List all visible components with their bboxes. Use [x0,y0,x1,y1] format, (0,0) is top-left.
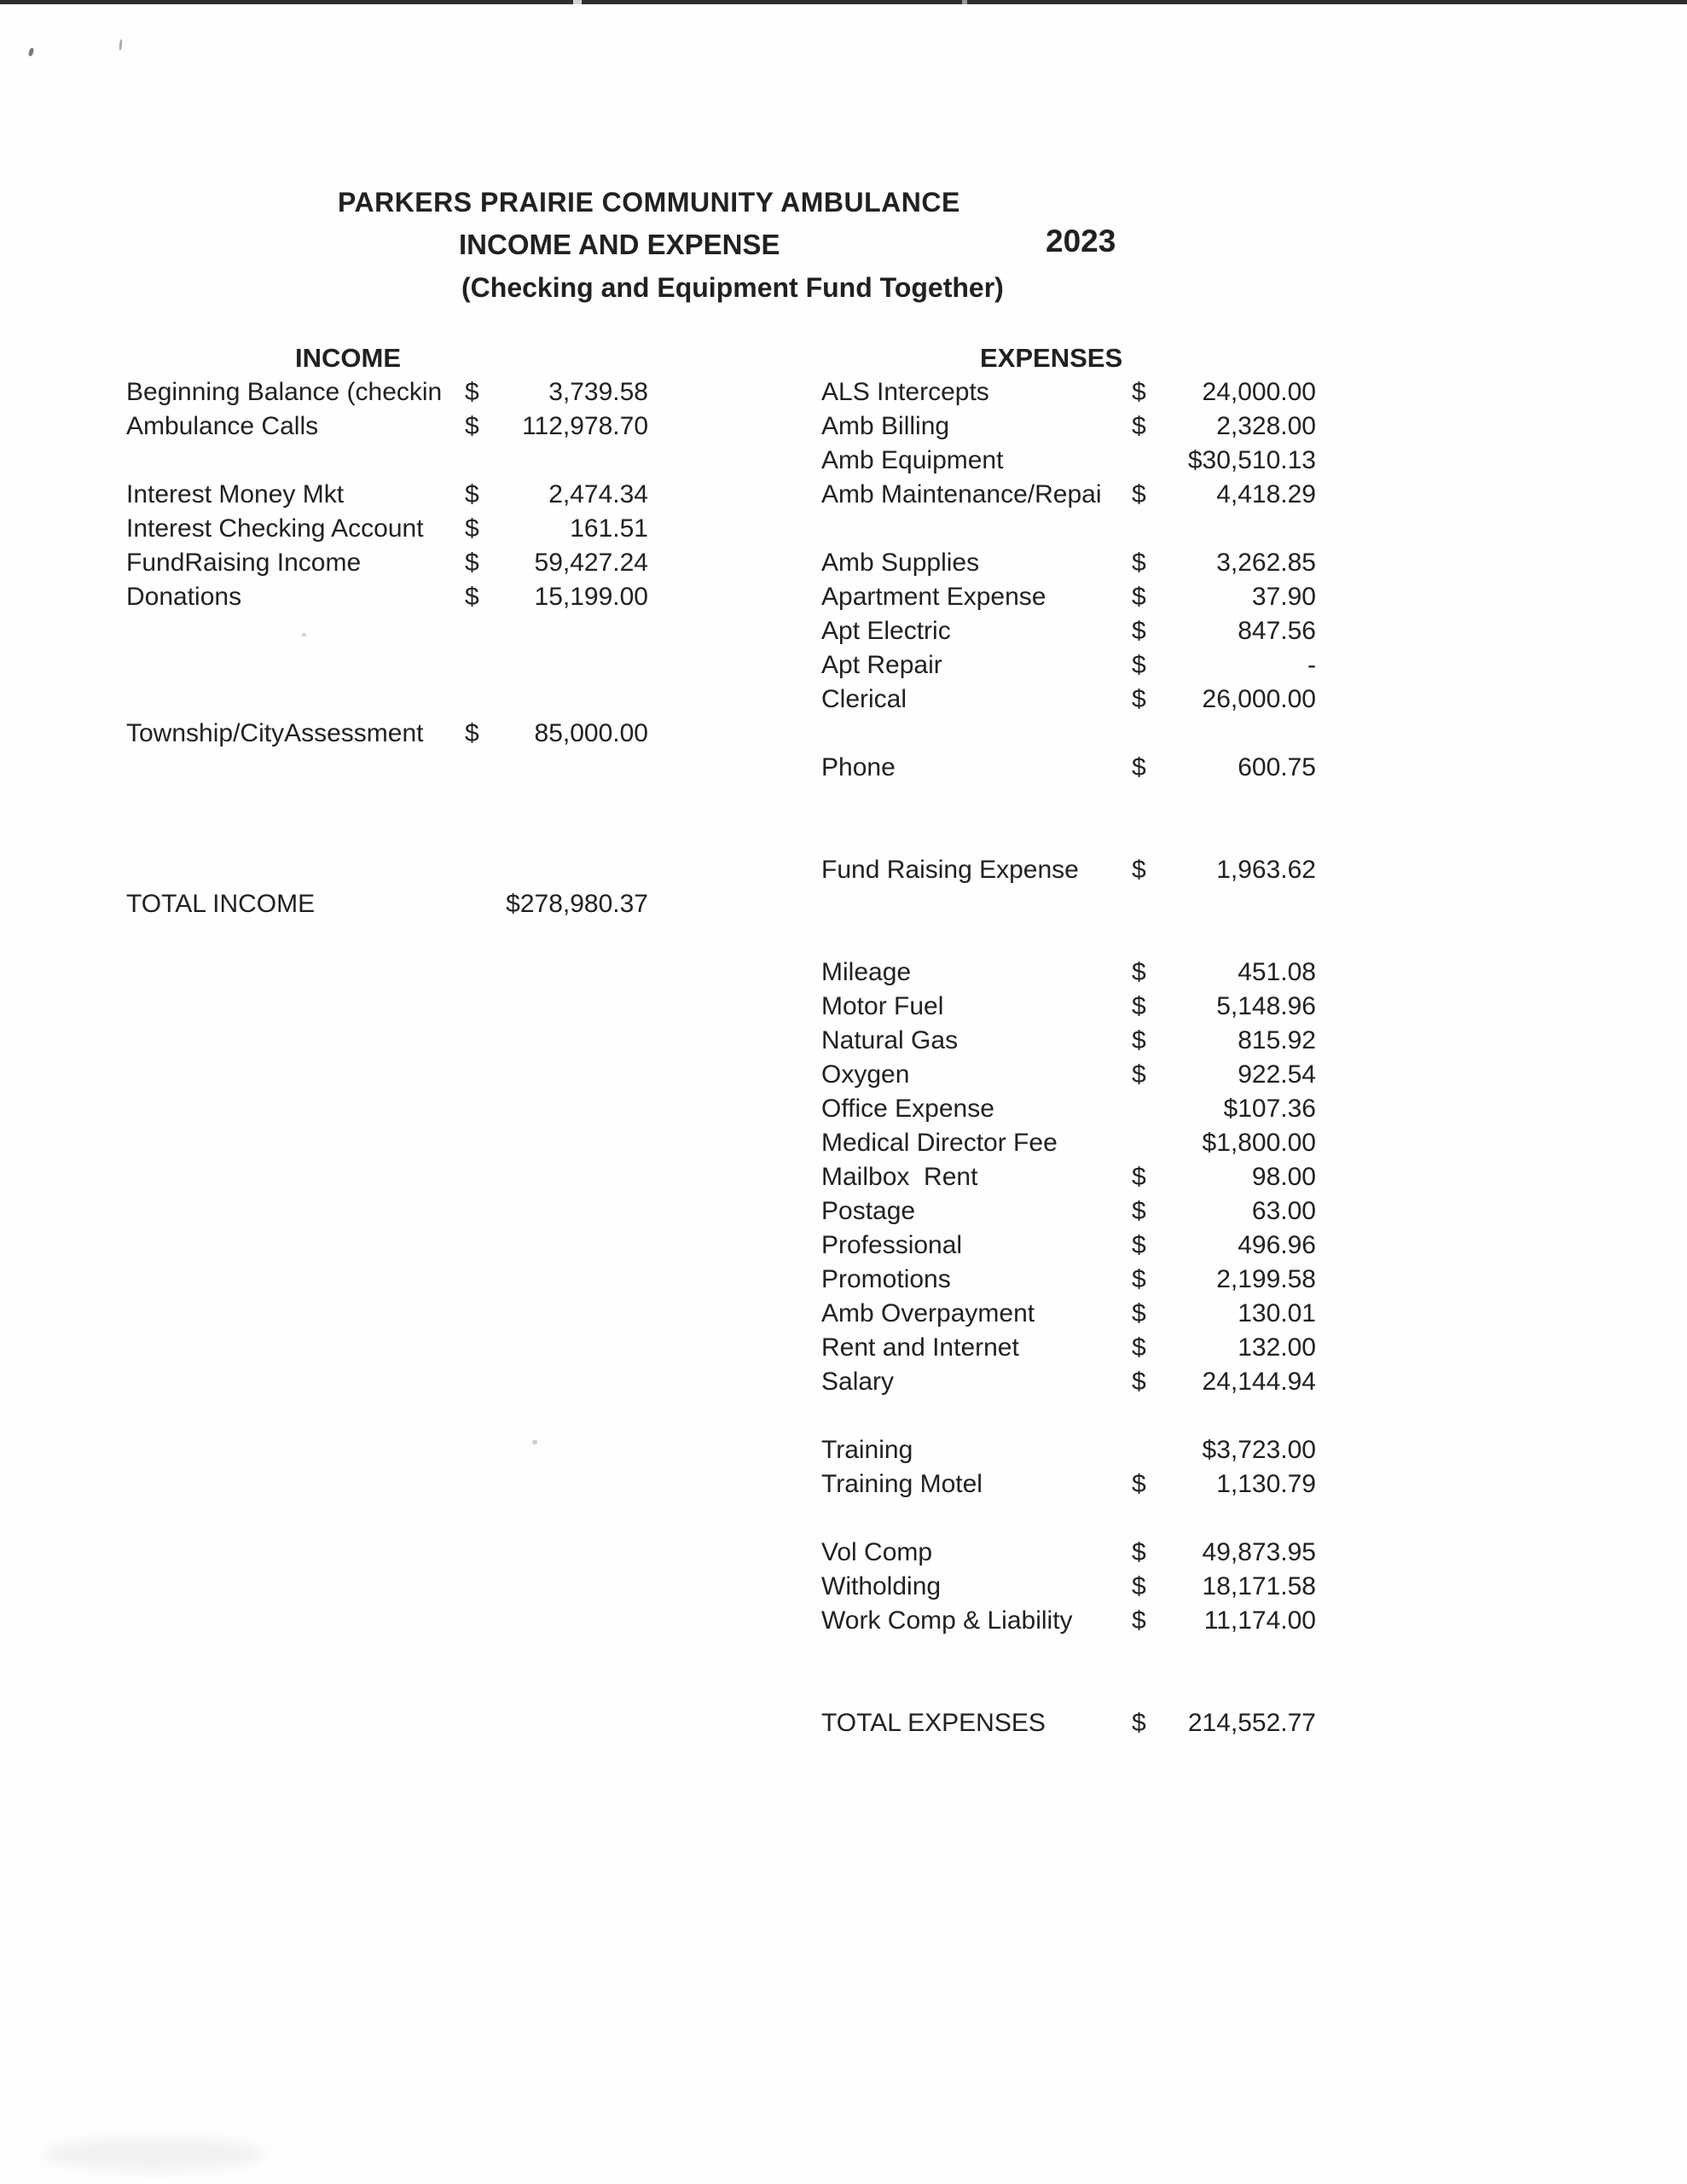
line-item-label [821,512,1130,546]
line-item-amount: 98.00 [1251,1163,1316,1191]
currency-symbol [463,853,501,887]
table-row-blank [821,819,1318,853]
line-item-amount: 1,130.79 [1216,1470,1316,1498]
currency-symbol [1130,1399,1168,1433]
line-item-amount: 49,873.95 [1202,1538,1316,1566]
line-item-label: Fund Raising Expense [821,856,1079,884]
line-item-label: Amb Equipment [821,446,1004,474]
line-item-amount [501,682,650,717]
currency-symbol [1130,785,1168,819]
currency-symbol: $ [1132,583,1146,611]
currency-symbol: $ [1132,617,1146,645]
line-item-label: Township/CityAssessment [126,719,424,747]
line-item-amount [1168,512,1318,546]
line-item-label: Mileage [821,958,912,986]
line-item-label: Ambulance Calls [126,412,319,440]
table-row [821,648,1318,682]
currency-symbol [1130,1433,1168,1467]
currency-symbol [1130,1502,1168,1536]
line-item-label: Promotions [821,1265,951,1293]
line-item-label [126,614,463,648]
line-item-amount: 5,148.96 [1216,992,1316,1020]
table-row [126,717,650,751]
line-item-label: TOTAL EXPENSES [821,1709,1046,1737]
currency-symbol: $ [465,719,479,747]
table-row [821,1228,1318,1263]
currency-symbol [463,751,501,785]
line-item-label: Amb Billing [821,412,950,440]
line-item-label [821,1502,1130,1536]
table-row [821,1706,1318,1740]
scan-artifact-top-line [0,0,1687,4]
table-row [821,1058,1318,1092]
line-item-amount [1168,717,1318,751]
table-row-blank [821,887,1318,921]
line-item-amount: $107.36 [1223,1095,1316,1123]
line-item-label: Interest Checking Account [126,514,424,543]
table-row-blank [126,853,650,887]
line-item-label: Postage [821,1197,916,1225]
scan-line-gap [573,0,582,4]
line-item-label: Beginning Balance (checkin [126,378,443,406]
currency-symbol: $ [1132,1333,1146,1362]
line-item-amount: $30,510.13 [1187,446,1316,474]
line-item-label: Salary [821,1368,895,1396]
line-item-label: Oxygen [821,1060,910,1089]
table-row-blank [126,444,650,478]
line-item-label: ALS Intercepts [821,378,989,406]
table-row [126,512,650,546]
currency-symbol: $ [1132,1368,1146,1396]
currency-symbol: $ [1132,480,1146,508]
line-item-label: Medical Director Fee [821,1129,1058,1157]
table-row [821,1331,1318,1365]
table-row [821,444,1318,478]
table-row [821,1467,1318,1502]
line-item-amount [1168,921,1318,956]
line-item-amount: 2,328.00 [1216,412,1316,440]
currency-symbol: $ [1132,1197,1146,1225]
currency-symbol [1130,921,1168,956]
table-row-blank [821,785,1318,819]
table-row [821,580,1318,614]
line-item-amount: 1,963.62 [1216,856,1316,884]
table-row-blank [126,648,650,682]
currency-symbol [1130,1092,1168,1126]
income-section [126,341,650,921]
line-item-label: Office Expense [821,1095,994,1123]
line-item-amount [1168,1399,1318,1433]
line-item-amount [501,648,650,682]
line-item-amount: 63.00 [1251,1197,1316,1225]
expenses-section [821,341,1318,1740]
table-row-blank [821,1502,1318,1536]
line-item-amount: 11,174.00 [1203,1606,1316,1635]
line-item-label: FundRaising Income [126,549,362,577]
line-item-amount: 600.75 [1238,753,1316,781]
line-item-label [821,1672,1130,1706]
currency-symbol [1130,717,1168,751]
table-row [821,1024,1318,1058]
line-item-label [821,785,1130,819]
currency-symbol: $ [465,412,479,440]
currency-symbol [1130,512,1168,546]
line-item-amount [1168,1638,1318,1672]
line-item-amount: $278,980.37 [506,890,648,918]
table-row-blank [821,512,1318,546]
currency-symbol [1130,819,1168,853]
table-row-blank [821,717,1318,751]
line-item-amount [501,819,650,853]
line-item-label [126,751,463,785]
currency-symbol: $ [465,480,479,508]
table-row [126,375,650,410]
currency-symbol [1130,1638,1168,1672]
line-item-amount [501,751,650,785]
table-row [821,853,1318,887]
scan-speck [532,1440,537,1444]
line-item-label: Amb Supplies [821,549,980,577]
currency-symbol: $ [465,549,479,577]
line-item-amount [1168,785,1318,819]
table-row [126,478,650,512]
table-row [821,1604,1318,1638]
line-item-label: Witholding [821,1572,942,1600]
line-item-amount: 2,474.34 [548,480,648,508]
table-row [821,1536,1318,1570]
table-row [126,887,650,921]
line-item-amount: 2,199.58 [1216,1265,1316,1293]
currency-symbol: $ [1132,856,1146,884]
document-subtitle-note: (Checking and Equipment Fund Together) [461,272,1004,303]
currency-symbol: $ [1132,992,1146,1020]
income-section-header: INCOME [295,343,401,373]
scan-speck [28,47,35,56]
line-item-amount: 4,418.29 [1216,480,1316,508]
currency-symbol: $ [1132,685,1146,713]
currency-symbol [463,444,501,478]
line-item-label: Vol Comp [821,1538,933,1566]
table-row-blank [821,1399,1318,1433]
line-item-amount: 451.08 [1238,958,1316,986]
currency-symbol: $ [1132,1265,1146,1293]
currency-symbol [463,887,501,921]
currency-symbol: $ [1132,1163,1146,1191]
table-row-blank [821,921,1318,956]
line-item-amount: $1,800.00 [1202,1129,1316,1157]
line-item-amount: 922.54 [1238,1060,1316,1089]
line-item-label: Clerical [821,685,907,713]
line-item-label: Natural Gas [821,1026,959,1054]
line-item-amount: 132.00 [1238,1333,1316,1362]
currency-symbol: $ [1132,1026,1146,1054]
currency-symbol: $ [1132,958,1146,986]
table-row [821,1433,1318,1467]
line-item-amount: 112,978.70 [522,412,648,440]
line-item-label [126,648,463,682]
currency-symbol [1130,1126,1168,1160]
line-item-amount: 85,000.00 [534,719,648,747]
currency-symbol [463,819,501,853]
line-item-label [126,819,463,853]
table-row [821,546,1318,580]
line-item-label: Training [821,1436,913,1464]
line-item-amount: 15,199.00 [534,583,648,611]
line-item-amount [1168,819,1318,853]
currency-symbol: $ [465,514,479,543]
line-item-label: Apt Electric [821,617,951,645]
line-item-label: Work Comp & Liability [821,1606,1073,1635]
scan-smudge [43,2137,264,2171]
currency-symbol [463,682,501,717]
table-row-blank [126,819,650,853]
line-item-amount [501,444,650,478]
line-item-label [821,819,1130,853]
currency-symbol: $ [1132,753,1146,781]
line-item-amount: 59,427.24 [534,549,648,577]
table-row-blank [821,1672,1318,1706]
currency-symbol: $ [1132,1231,1146,1259]
document-subtitle: INCOME AND EXPENSE [459,229,780,260]
currency-symbol: $ [1132,1538,1146,1566]
scan-speck [119,39,122,50]
currency-symbol: $ [1132,378,1146,406]
scan-line-gap [962,0,967,4]
currency-symbol: $ [1132,1606,1146,1635]
currency-symbol [463,648,501,682]
currency-symbol: $ [465,378,479,406]
line-item-amount: 24,000.00 [1202,378,1316,406]
table-row-blank [126,785,650,819]
currency-symbol [463,614,501,648]
line-item-label: Professional [821,1231,963,1259]
currency-symbol: $ [1132,1572,1146,1600]
currency-symbol: $ [1132,549,1146,577]
table-row [821,1194,1318,1228]
line-item-label: Amb Overpayment [821,1299,1035,1327]
table-row [821,478,1318,512]
table-row-blank [821,1638,1318,1672]
table-row [126,580,650,614]
line-item-label: Training Motel [821,1470,983,1498]
table-row [821,1365,1318,1399]
table-row-blank [126,751,650,785]
currency-symbol [1130,1672,1168,1706]
table-row [821,751,1318,785]
line-item-amount: 26,000.00 [1202,685,1316,713]
line-item-label: Apartment Expense [821,583,1046,611]
table-row [821,1263,1318,1297]
line-item-amount: 847.56 [1238,617,1316,645]
line-item-amount: 214,552.77 [1187,1709,1316,1737]
currency-symbol: $ [1132,412,1146,440]
table-row [821,375,1318,410]
currency-symbol: $ [1132,1470,1146,1498]
line-item-label [821,1638,1130,1672]
table-row-blank [126,614,650,648]
currency-symbol: $ [465,583,479,611]
line-item-label [821,1399,1130,1433]
line-item-amount: 161.51 [570,514,648,543]
table-row [821,410,1318,444]
line-item-label [821,717,1130,751]
line-item-label: Interest Money Mkt [126,480,345,508]
line-item-label: Motor Fuel [821,992,944,1020]
table-row [821,1297,1318,1331]
line-item-amount [501,614,650,648]
currency-symbol: $ [1132,1060,1146,1089]
table-row [821,956,1318,990]
line-item-label [126,682,463,717]
line-item-amount [501,785,650,819]
line-item-amount: 815.92 [1238,1026,1316,1054]
table-row [126,546,650,580]
currency-symbol [1130,887,1168,921]
currency-symbol [1130,444,1168,478]
line-item-amount: $3,723.00 [1202,1436,1316,1464]
document-year: 2023 [1046,224,1116,258]
table-row [821,1160,1318,1194]
line-item-label: Mailbox Rent [821,1163,978,1191]
line-item-amount: - [1307,651,1316,679]
line-item-amount: 24,144.94 [1202,1368,1316,1396]
line-item-amount: 18,171.58 [1202,1572,1316,1600]
line-item-label: Amb Maintenance/Repai [821,480,1102,508]
line-item-label: Apt Repair [821,651,942,679]
table-row [821,1092,1318,1126]
line-item-label: Donations [126,583,242,611]
table-row [821,1126,1318,1160]
currency-symbol: $ [1132,1299,1146,1327]
line-item-amount [1168,1672,1318,1706]
line-item-amount [1168,1502,1318,1536]
expenses-rows [821,375,1318,1740]
table-row [821,990,1318,1024]
line-item-amount: 3,262.85 [1216,549,1316,577]
line-item-label [126,785,463,819]
table-row [821,1570,1318,1604]
table-row [821,682,1318,717]
table-row-blank [126,682,650,717]
table-row [821,614,1318,648]
line-item-label: Rent and Internet [821,1333,1019,1362]
line-item-label [821,887,1130,921]
line-item-label: TOTAL INCOME [126,890,316,918]
line-item-label [126,444,463,478]
document-title: PARKERS PRAIRIE COMMUNITY AMBULANCE [338,187,960,218]
line-item-amount [501,853,650,887]
line-item-amount: 3,739.58 [548,378,648,406]
currency-symbol: $ [1132,651,1146,679]
currency-symbol [463,785,501,819]
line-item-amount: 37.90 [1251,583,1316,611]
line-item-amount [1168,887,1318,921]
line-item-amount: 130.01 [1238,1299,1316,1327]
line-item-label: Phone [821,753,896,781]
line-item-label [126,853,463,887]
expenses-section-header: EXPENSES [980,343,1123,373]
income-rows [126,375,650,921]
line-item-label [821,921,1130,956]
line-item-amount: 496.96 [1238,1231,1316,1259]
table-row [126,410,650,444]
currency-symbol: $ [1132,1709,1146,1737]
